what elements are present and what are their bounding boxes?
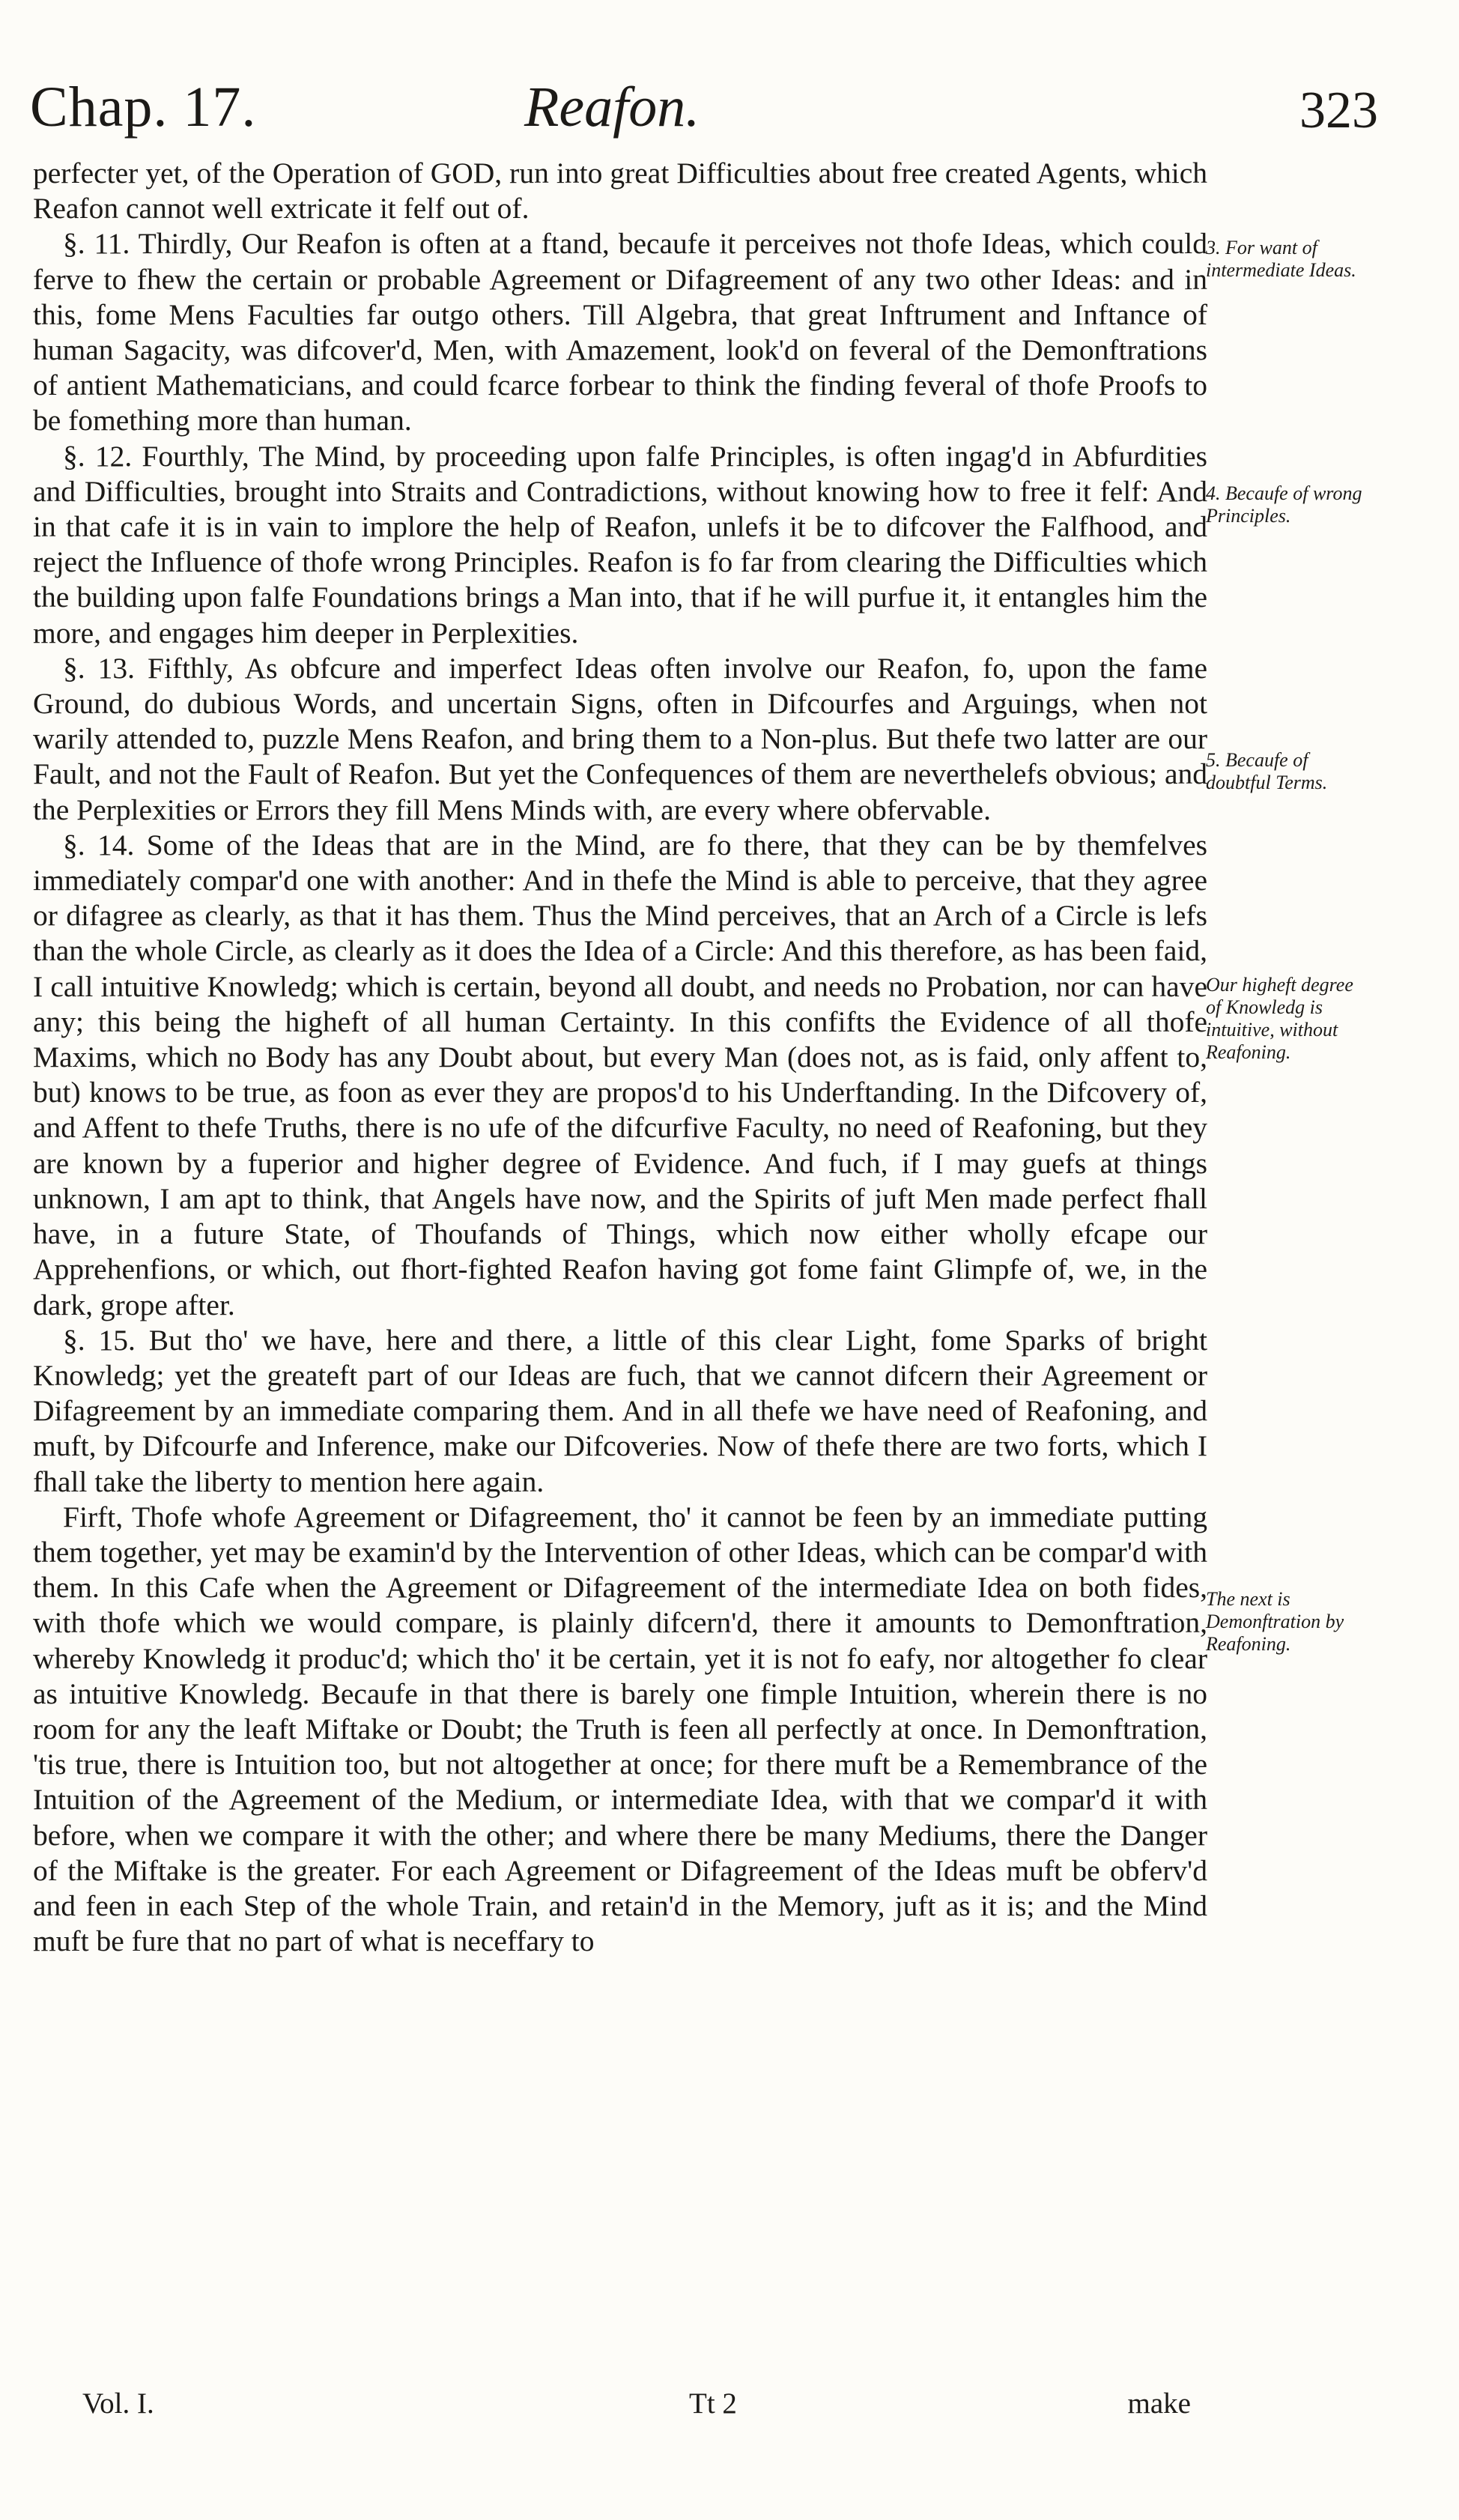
margin-note-3: 3. For want of intermediate Ideas. bbox=[1206, 237, 1356, 281]
main-text bbox=[33, 156, 1207, 1959]
paragraph-first: Firft, Thofe whofe Agreement or Difagreement, tho' it cannot be feen by an immediate putting them together, yet may be examin'd by the Intervention of other Ideas, which can be compar'd with them. In this Cafe when the Agreement or Difagreement of the intermediate Idea on both fides, with thofe which we would compare, is plainly difcern'd, there it amounts to Demonftration, whereby Knowledg it produc'd; which tho' it be certain, yet it is not fo eafy, nor altogether fo clear as intuitive Knowledg. Becaufe in that there is barely one fimple Intuition, wherein there is no room for any the leaft Miftake or Doubt; the Truth is feen all perfectly at once. In Demonftration, 'tis true, there is Intuition too, but not altogether at once; for there muft be a Remembrance of the Intuition of the Agreement of the Medium, or intermediate Idea, with that we compar'd it with before, when we compare it with the other; and where there be many Mediums, there the Danger of the Miftake is the greater. For each Agreement or Difagreement of the Ideas muft be obferv'd and feen in each Step of the whole Train, and retain'd in the Memory, juft as it is; and the Mind muft be fure that no part of what is neceffary to bbox=[33, 1500, 1207, 1958]
margin-note-intuitive: Our higheft degree of Knowledg is intuitive, without Reafoning. bbox=[1206, 974, 1353, 1063]
margin-note-4: 4. Becaufe of wrong Principles. bbox=[1206, 482, 1362, 527]
running-header bbox=[30, 75, 1378, 157]
margin-note-5: 5. Becaufe of doubtful Terms. bbox=[1206, 749, 1328, 793]
signature-mark: Tt 2 bbox=[689, 2387, 737, 2420]
paragraph-section-13: §. 13. Fifthly, As obfcure and imperfect Ideas often involve our Reafon, fo, upon the fame Ground, do dubious Words, and uncertain Signs, often in Difcourfes and Arguings, when not warily attended to, puzzle Mens Reafon, and bring them to a Non-plus. But thefe two latter are our Fault, and not the Fault of Reafon. But yet the Confequences of them are neverthelefs obvious; and the Perplexities or Errors they fill Mens Minds with, are every where obfervable. bbox=[33, 651, 1207, 826]
page-footer bbox=[82, 2387, 1191, 2432]
catchword: make bbox=[1127, 2387, 1191, 2420]
paragraph-continuation: perfecter yet, of the Operation of GOD, run into great Difficulties about free created Agents, which Reafon cannot well extricate it felf out of. bbox=[33, 157, 1207, 225]
paragraph-section-14: §. 14. Some of the Ideas that are in the Mind, are fo there, that they can be by themfelves immediately compar'd one with another: And in thefe the Mind is able to perceive, that they agree or difagree as clearly, as that it has them. Thus the Mind perceives, that an Arch of a Circle is lefs than the whole Circle, as clearly as it does the Idea of a Circle: And this therefore, as has been faid, I call intuitive Knowledg; which is certain, beyond all doubt, and needs no Probation, nor can have any; this being the higheft of all human Certainty. In this confifts the Evidence of all thofe Maxims, which no Body has any Doubt about, but every Man (does not, as is faid, only affent to, but) knows to be true, as foon as ever they are propos'd to his Underftanding. In the Difcovery of, and Affent to thefe Truths, there is no ufe of the difcurfive Faculty, no need of Reafoning, but they are known by a fuperior and higher degree of Evidence. And fuch, if I may guefs at things unknown, I am apt to think, that Angels have now, and the Spirits of juft Men made perfect fhall have, in a future State, of Thoufands of Things, which now either wholly efcape our Apprehenfions, or which, out fhort-fighted Reafon having got fome faint Glimpfe of, we, in the dark, grope after. bbox=[33, 828, 1207, 1321]
paragraph-section-11: §. 11. Thirdly, Our Reafon is often at a ftand, becaufe it perceives not thofe Ideas, which could ferve to fhew the certain or probable Agreement or Difagreement of any two other Ideas: and in this, fome Mens Faculties far outgo others. Till Algebra, that great Inftrument and Inftance of human Sagacity, was difcover'd, Men, with Amazement, look'd on feveral of the Demonftrations of antient Mathematicians, and could fcarce forbear to think the finding feveral of thofe Proofs to be fomething more than human. bbox=[33, 227, 1207, 437]
volume-label: Vol. I. bbox=[82, 2387, 154, 2420]
paragraph-section-12: §. 12. Fourthly, The Mind, by proceeding upon falfe Principles, is often ingag'd in Abfurdities and Difficulties, brought into Straits and Contradictions, without knowing how to free it felf: And in that cafe it is in vain to implore the help of Reafon, unlefs it be to difcover the Falfhood, and reject the Influence of thofe wrong Principles. Reafon is fo far from clearing the Difficulties which the building upon falfe Foundations brings a Man into, that if he will purfue it, it entangles him the more, and engages him deeper in Perplexities. bbox=[33, 439, 1207, 649]
paragraph-section-15: §. 15. But tho' we have, here and there, a little of this clear Light, fome Sparks of bright Knowledg; yet the greateft part of our Ideas are fuch, that we cannot difcern their Agreement or Difagreement by an immediate comparing them. And in all thefe we have need of Reafoning, and muft, by Difcourfe and Inference, make our Difcoveries. Now of thefe there are two forts, which I fhall take the liberty to mention here again. bbox=[33, 1323, 1207, 1498]
chapter-label: Chap. 17. bbox=[30, 76, 257, 139]
margin-note-demonstration: The next is Demonftration by Reafoning. bbox=[1206, 1588, 1344, 1655]
running-title: Reafon. bbox=[524, 76, 700, 139]
page-number: 323 bbox=[1299, 82, 1378, 139]
